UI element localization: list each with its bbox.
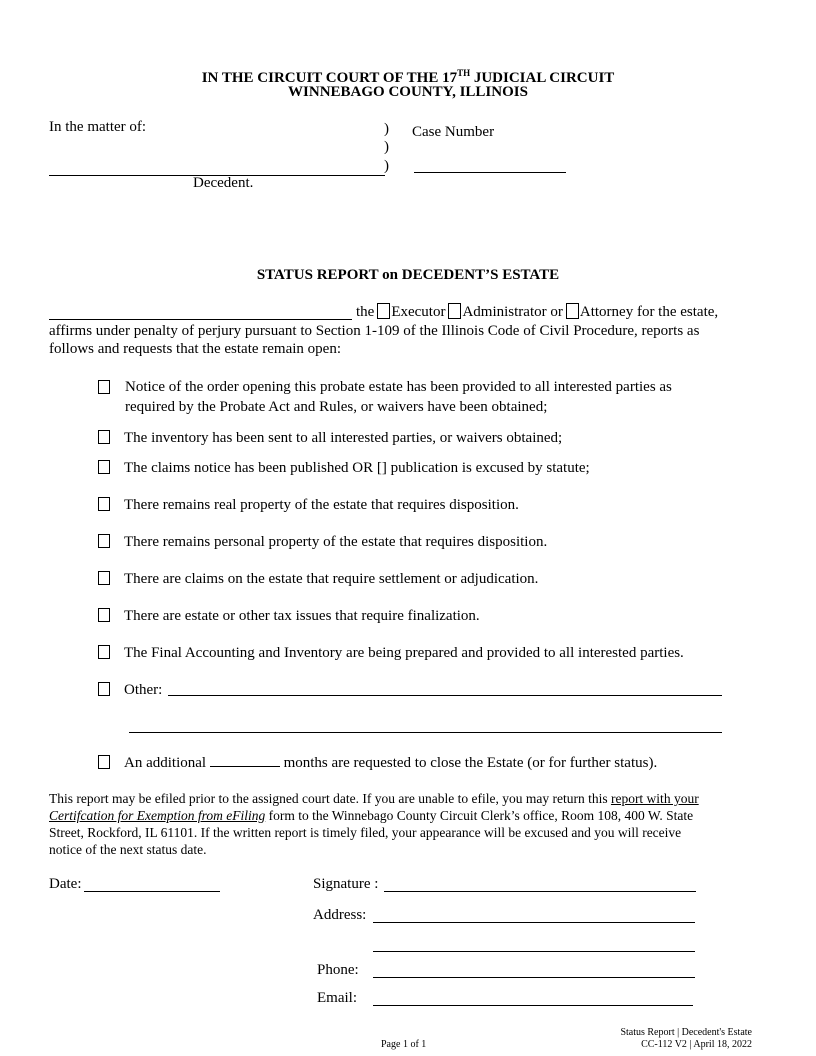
other-checkbox[interactable] [98,682,110,696]
email-field[interactable] [373,991,693,1006]
filer-name-field[interactable] [49,305,352,320]
tax-issues-checkbox[interactable] [98,608,110,622]
form-title: Status Report | Decedent's Estate [620,1027,752,1038]
address-field-line-2[interactable] [373,937,695,952]
intro-line-2: affirms under penalty of perjury pursuant to Section 1-109 of the Illinois Code of Civil Procedure, reports as [49,323,700,339]
certification-form-link[interactable]: Certifcation for Exemption from eFiling [49,808,266,823]
executor-label: Executor [391,304,446,320]
email-label: Email: [317,990,357,1006]
tax-issues-text: There are estate or other tax issues that require finalization. [124,608,480,624]
additional-months-checkbox[interactable] [98,755,110,769]
final-accounting-checkbox[interactable] [98,645,110,659]
personal-property-checkbox[interactable] [98,534,110,548]
decedent-name-field[interactable] [49,160,385,176]
notice-line-3: Street, Rockford, IL 61101. If the written report is timely filed, your appearance will be excused and you will receive [49,825,682,840]
court-line-superscript: TH [457,68,471,78]
inventory-sent-text: The inventory has been sent to all interested parties, or waivers obtained; [124,430,563,446]
date-label: Date: [49,876,82,892]
case-number-label: Case Number [412,124,495,140]
role-line [356,303,718,321]
form-id: CC-112 V2 | April 18, 2022 [641,1039,752,1050]
notice-line-4: notice of the next status date. [49,842,207,857]
caption-paren: ) [384,139,389,155]
claims-settlement-text: There are claims on the estate that require settlement or adjudication. [124,571,539,587]
page-number: Page 1 of 1 [381,1039,427,1050]
inventory-sent-checkbox[interactable] [98,430,110,444]
personal-property-text: There remains personal property of the estate that requires disposition. [124,534,548,550]
matter-label: In the matter of: [49,119,147,135]
additional-pre: An additional [124,755,207,771]
attorney-label: Attorney for the estate, [579,304,719,320]
court-line: IN THE CIRCUIT COURT OF THE 17 [201,70,458,86]
caption-paren: ) [384,158,389,174]
claims-settlement-checkbox[interactable] [98,571,110,585]
notice-given-checkbox[interactable] [98,380,110,394]
other-label: Other: [124,682,163,698]
caption-paren: ) [384,121,389,137]
other-field[interactable] [168,680,722,696]
executor-checkbox[interactable] [377,303,390,319]
phone-label: Phone: [317,962,359,978]
certification-link[interactable]: report with your [610,791,699,806]
claims-notice-text: The claims notice has been published OR [] publication is excused by statute; [124,460,590,476]
claims-notice-checkbox[interactable] [98,460,110,474]
other-field-line-2[interactable] [129,717,722,733]
attorney-checkbox[interactable] [566,303,579,319]
decedent-label: Decedent. [193,175,254,191]
county-heading: WINNEBAGO COUNTY, ILLINOIS [288,84,528,100]
phone-field[interactable] [373,963,695,978]
document-title: STATUS REPORT on DECEDENT’S ESTATE [256,267,560,283]
final-accounting-text: The Final Accounting and Inventory are being prepared and provided to all interested parties. [124,645,684,661]
notice-given-text-1: Notice of the order opening this probate estate has been provided to all interested parties as [125,379,672,395]
intro-line-3: follows and requests that the estate remain open: [49,341,341,357]
administrator-checkbox[interactable] [448,303,461,319]
notice-text: form to the Winnebago County Circuit Clerk’s office, Room 108, 400 W. State [265,808,694,823]
notice-line-2 [49,807,761,824]
address-field[interactable] [373,908,695,923]
date-field[interactable] [84,877,220,892]
the-text: the [356,304,375,320]
additional-post: months are requested to close the Estate (or for further status). [283,755,658,771]
case-number-field[interactable] [414,158,566,173]
months-field[interactable] [210,753,280,767]
real-property-checkbox[interactable] [98,497,110,511]
notice-text: This report may be efiled prior to the assigned court date. If you are unable to efile, you may return this [49,791,611,806]
signature-label: Signature : [313,876,379,892]
court-line-end: JUDICIAL CIRCUIT [470,70,615,86]
real-property-text: There remains real property of the estate that requires disposition. [124,497,519,513]
notice-line-1 [49,790,761,807]
additional-months-line [124,753,657,773]
administrator-label: Administrator or [462,304,563,320]
signature-field[interactable] [384,877,696,892]
notice-given-text-2: required by the Probate Act and Rules, or waivers have been obtained; [125,399,548,415]
address-label: Address: [313,907,367,923]
